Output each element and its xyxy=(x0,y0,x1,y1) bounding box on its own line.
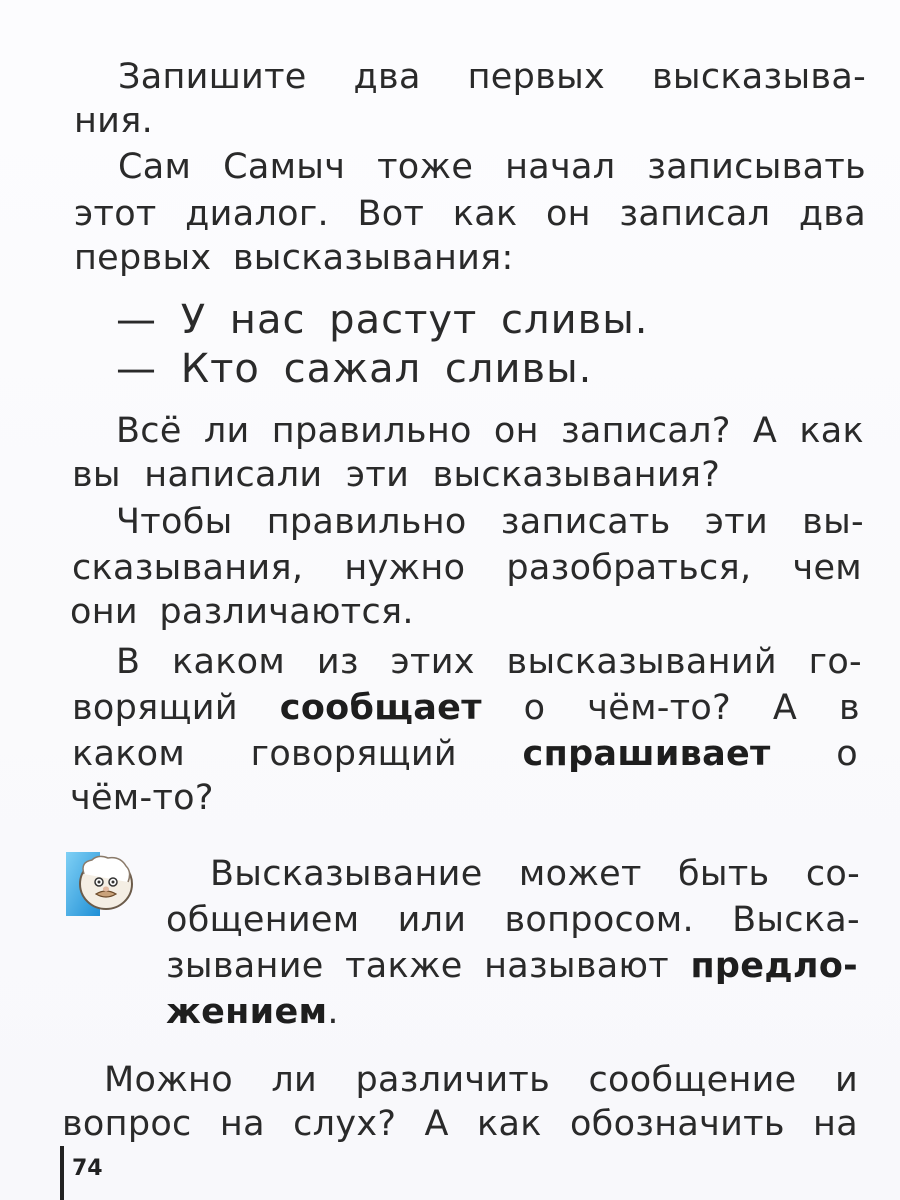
word: высказыва- xyxy=(651,57,866,97)
paragraph-6-line-1 xyxy=(104,1058,858,1102)
word: в xyxy=(839,688,860,728)
word: Высказывание xyxy=(210,854,483,894)
paragraph-2-line-1 xyxy=(118,145,866,189)
paragraph-5-line-4: чём-то? xyxy=(70,778,214,818)
paragraph-2-line-3: первых высказывания: xyxy=(74,238,514,278)
word: может xyxy=(518,854,642,894)
word: о xyxy=(836,734,858,774)
word: чём-то? xyxy=(587,688,732,728)
word: о xyxy=(523,688,546,728)
word: чем xyxy=(792,548,862,588)
word: различить xyxy=(355,1060,551,1100)
bold-term-predlozheniem: предло- xyxy=(690,946,858,986)
word: как xyxy=(452,194,518,234)
word: как xyxy=(799,411,864,451)
word: или xyxy=(397,900,467,940)
word: со- xyxy=(805,854,860,894)
word: Чтобы xyxy=(116,502,233,542)
word: Сам xyxy=(118,147,192,187)
word: вопросом. xyxy=(504,900,694,940)
bold-term-sprashivaet: спрашивает xyxy=(522,734,771,774)
word: быть xyxy=(678,854,770,894)
word: А xyxy=(424,1104,449,1144)
rule-line-1 xyxy=(210,852,860,896)
word: вы- xyxy=(802,502,864,542)
word: высказываний xyxy=(506,642,777,682)
word: на xyxy=(219,1104,265,1144)
paragraph-4-line-1 xyxy=(116,500,864,544)
word: как xyxy=(477,1104,542,1144)
word: ли xyxy=(271,1060,318,1100)
word: записывать xyxy=(647,147,866,187)
paragraph-4-line-2 xyxy=(72,546,862,590)
word: правильно xyxy=(271,411,472,451)
word: А xyxy=(752,411,778,451)
word: два xyxy=(353,57,421,97)
word: из xyxy=(316,642,359,682)
word: разобраться, xyxy=(506,548,752,588)
word: сообщение xyxy=(588,1060,797,1100)
word: каком xyxy=(172,642,286,682)
word: записать xyxy=(500,502,671,542)
dialog-line-1: — У нас растут сливы. xyxy=(116,297,649,343)
sam-samych-mascot-icon xyxy=(66,852,138,916)
word: диалог. xyxy=(185,194,329,234)
word: А xyxy=(772,688,798,728)
word: он xyxy=(493,411,539,451)
word: записал? xyxy=(561,411,731,451)
paragraph-2-line-2 xyxy=(74,192,866,236)
paragraph-6-line-2 xyxy=(62,1102,858,1146)
word: сказывания, xyxy=(72,548,304,588)
page-number: 74 xyxy=(72,1156,103,1181)
rule-line-3 xyxy=(166,944,858,988)
paragraph-3-line-2: вы написали эти высказывания? xyxy=(72,455,721,495)
paragraph-1-line-2: ния. xyxy=(74,101,154,141)
word: нужно xyxy=(344,548,466,588)
word: тоже xyxy=(377,147,474,187)
word: вопрос xyxy=(62,1104,192,1144)
paragraph-1-line-1 xyxy=(118,55,866,99)
word: ворящий xyxy=(72,688,238,728)
rule-line-2 xyxy=(166,898,860,942)
rule-line-4 xyxy=(166,990,339,1034)
word: обозначить xyxy=(569,1104,785,1144)
word: правильно xyxy=(266,502,467,542)
word: начал xyxy=(505,147,616,187)
word: на xyxy=(813,1104,858,1144)
word: Запишите xyxy=(118,57,307,97)
word: слух? xyxy=(293,1104,397,1144)
word: записал xyxy=(619,194,771,234)
word: Можно xyxy=(104,1060,233,1100)
word: этих xyxy=(390,642,475,682)
word: и xyxy=(834,1060,858,1100)
word: этот xyxy=(74,194,157,234)
word: Вот xyxy=(357,194,425,234)
word: он xyxy=(545,194,591,234)
paragraph-3-line-1 xyxy=(116,409,864,453)
word: ли xyxy=(203,411,250,451)
word: Всё xyxy=(116,411,182,451)
punctuation: . xyxy=(327,992,339,1032)
word: два xyxy=(798,194,866,234)
word: В xyxy=(116,642,141,682)
word: зывание xyxy=(166,946,324,986)
paragraph-4-line-3: они различаются. xyxy=(70,592,414,632)
word: также xyxy=(345,946,463,986)
word: го- xyxy=(808,642,862,682)
word: Выска- xyxy=(732,900,860,940)
paragraph-5-line-2 xyxy=(72,686,860,730)
paragraph-5-line-3 xyxy=(72,732,858,776)
bold-term-soobshchaet: сообщает xyxy=(279,688,482,728)
word: говорящий xyxy=(250,734,457,774)
paragraph-5-line-1 xyxy=(116,640,862,684)
word: эти xyxy=(704,502,768,542)
word: общением xyxy=(166,900,360,940)
word: каком xyxy=(72,734,186,774)
page-number-bar xyxy=(60,1146,64,1200)
dialog-line-2: — Кто сажал сливы. xyxy=(116,346,593,392)
word: первых xyxy=(467,57,606,97)
bold-term-zheniem: жением xyxy=(166,992,328,1032)
word: называют xyxy=(484,946,669,986)
word: Самыч xyxy=(223,147,346,187)
